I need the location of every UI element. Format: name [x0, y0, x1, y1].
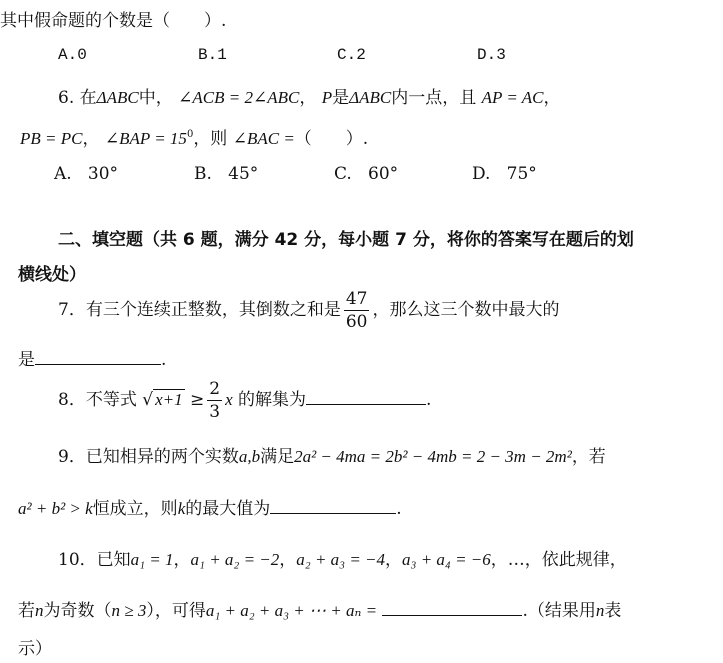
q6-answer-blank[interactable]: （ ）.	[294, 129, 369, 149]
sqrt-symbol: √ x+1	[142, 390, 183, 410]
q8-fraction: $\frac{2}{3}$	[209, 379, 221, 422]
q6-line2: PB = PC， ∠BAP = $15^0$，则 ∠BAC =（ ）.	[20, 129, 369, 149]
q6-option-d[interactable]: D. 75°	[472, 164, 537, 184]
q8-line: 8．不等式 √ x+1 ≥ $\frac{2}{3}$ x 的解集为 .	[58, 379, 432, 422]
q10-answer-blank[interactable]	[382, 599, 522, 616]
q5-option-c[interactable]: C.2	[337, 46, 366, 64]
q6-option-c[interactable]: C. 60°	[334, 164, 399, 184]
q5-option-b[interactable]: B.1	[198, 46, 227, 64]
q6-option-a[interactable]: A. 30°	[54, 164, 119, 184]
section2-title-line1: 二、填空题（共 6 题，满分 42 分，每小题 7 分，将你的答案写在题后的划	[58, 230, 634, 250]
q8-answer-blank[interactable]	[306, 388, 426, 405]
q5-tail: 其中假命题的个数是（ ）.	[0, 11, 227, 31]
q7-fraction: $\frac{47}{60}$	[345, 289, 368, 332]
q7-line1: 7．有三个连续正整数，其倒数之和是 $\frac{47}{60}$ ，那么这三个数中最大的	[58, 289, 560, 332]
q5-option-d[interactable]: D.3	[477, 46, 506, 64]
q9-answer-blank[interactable]	[270, 497, 396, 514]
q5-option-a[interactable]: A.0	[58, 46, 87, 64]
q10-line2: 若n为奇数（n ≥ 3），可得a₁ + a₂ + a₃ + ⋯ + aₙ = .（结果用n表	[18, 601, 622, 621]
q10-line3: 示）	[18, 639, 52, 659]
q7-line2: 是 .	[18, 350, 167, 370]
q7-answer-blank[interactable]	[35, 348, 161, 365]
q10-line1: 10．已知a₁ = 1，a₁ + a₂ = −2，a₂ + a₃ = −4，a₃ + a₄ = −6，…，依此规律，	[58, 550, 627, 570]
section2-title-line2: 横线处）	[18, 265, 86, 285]
q6-option-b[interactable]: B. 45°	[194, 164, 259, 184]
q6-line1: 6. 在ΔABC中， ∠ACB = 2∠ABC， P是ΔABC内一点，且 AP = AC，	[58, 88, 561, 108]
q9-line1: 9．已知相异的两个实数a,b满足2a² − 4ma = 2b² − 4mb = 2 − 3m − 2m²，若	[58, 447, 606, 467]
q9-line2: a² + b² > k恒成立，则k的最大值为 .	[18, 499, 402, 519]
